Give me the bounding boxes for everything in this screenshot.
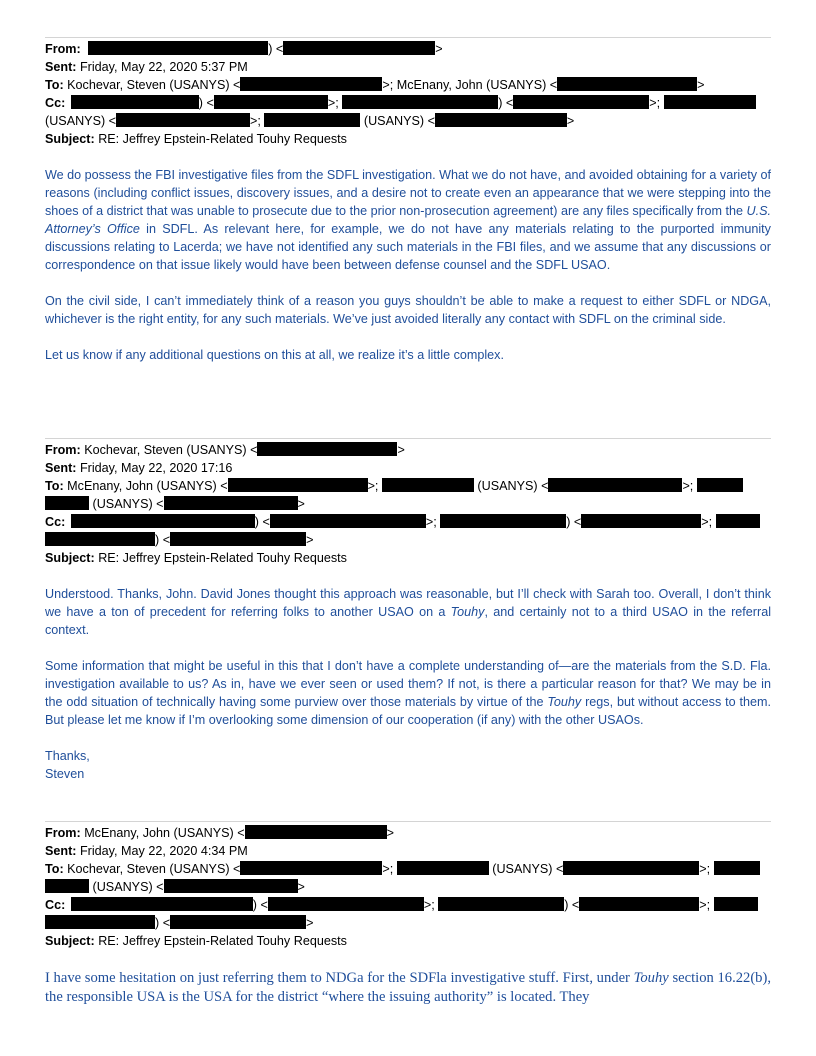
redaction	[440, 514, 566, 528]
from-line: From: Kochevar, Steven (USANYS) < >	[45, 443, 405, 457]
redaction	[164, 879, 298, 893]
redaction	[342, 95, 498, 109]
redaction	[714, 861, 760, 875]
sent-line: Sent: Friday, May 22, 2020 17:16	[45, 461, 233, 475]
redaction	[45, 879, 89, 893]
email-body-2	[45, 585, 771, 783]
redaction	[563, 861, 699, 875]
from-line: From: McEnany, John (USANYS) < >	[45, 826, 394, 840]
redaction	[513, 95, 649, 109]
redaction	[264, 113, 360, 127]
redaction	[664, 95, 756, 109]
paragraph: Some information that might be useful in this that I don’t have a complete understanding of—are the materials from the S.D. Fla. investigation available to us? As in, have we ever seen or used them? If not, is there a particular reason for that? We may be in the odd situation of technically having some purview over those materials by virtue of the Touhy regs, but without access to them. But please let me know if I’m overlooking some dimension of our cooperation (if any) with the other USAOs.	[45, 659, 771, 727]
to-line: To: McEnany, John (USANYS) < >; (USANYS) < >;	[45, 477, 771, 495]
redaction	[214, 95, 328, 109]
redaction	[240, 77, 382, 91]
email-header-1	[45, 40, 771, 148]
sent-line: Sent: Friday, May 22, 2020 4:34 PM	[45, 844, 248, 858]
redaction	[71, 897, 253, 911]
to-line: To: Kochevar, Steven (USANYS) < >; (USANYS) < >;	[45, 860, 771, 878]
redaction	[71, 514, 255, 528]
from-line: From: ) < >	[45, 42, 443, 56]
subject-line: Subject: RE: Jeffrey Epstein-Related Touhy Requests	[45, 551, 347, 565]
cc-line: Cc: ) < >; ) < >;	[45, 513, 771, 531]
cc-line: Cc: ) < >; ) < >;	[45, 896, 771, 914]
redaction	[88, 41, 268, 55]
redaction	[116, 113, 250, 127]
divider	[45, 821, 771, 822]
email-body-1	[45, 166, 771, 364]
signature: Steven	[45, 767, 85, 781]
redaction	[270, 514, 426, 528]
to-line: To: Kochevar, Steven (USANYS) < >; McEnany, John (USANYS) < >	[45, 78, 705, 92]
redaction	[579, 897, 699, 911]
redaction	[716, 514, 760, 528]
paragraph: We do possess the FBI investigative files from the SDFL investigation. What we do not have, and avoided obtaining for a variety of reasons (including conflict issues, discovery issues, and a desire not to create even an appearance that we were stepping into the shoes of a district that was unable to prosecute due to the prior non-prosecution agreement) are any files specifically from the U.S. Attorney’s Office in SDFL. As relevant here, for example, we do not have any materials relating to the purported immunity discussions relating to Lacerda; we have not identified any such materials in the FBI files, and we assume that any discussions or correspondence on that issue likely would have been between defense counsel and the SDFL USAO.	[45, 168, 771, 272]
sent-line: Sent: Friday, May 22, 2020 5:37 PM	[45, 60, 248, 74]
redaction	[283, 41, 435, 55]
paragraph: Understood. Thanks, John. David Jones thought this approach was reasonable, but I’ll check with Sarah too. Overall, I don’t think we have a ton of precedent for referring folks to another USAO on a Touhy, and certainly not to a third USAO in the referral context.	[45, 587, 771, 637]
divider	[45, 37, 771, 38]
redaction	[697, 478, 743, 492]
redaction	[71, 95, 199, 109]
signoff: Thanks,	[45, 749, 90, 763]
paragraph: I have some hesitation on just referring them to NDGa for the SDFla investigative stuff. First, under Touhy section 16.22(b), the responsible USA is the USA for the district “where the issuing authority” is located. They	[45, 970, 771, 1005]
subject-line: Subject: RE: Jeffrey Epstein-Related Touhy Requests	[45, 934, 347, 948]
redaction	[228, 478, 368, 492]
redaction	[45, 915, 155, 929]
redaction	[581, 514, 701, 528]
cc-line: Cc: ) < >; ) < >;	[45, 94, 771, 112]
redaction	[397, 861, 489, 875]
to-line-2: (USANYS) < >	[45, 878, 771, 896]
redaction	[557, 77, 697, 91]
redaction	[714, 897, 758, 911]
redaction	[240, 861, 382, 875]
to-line-2: (USANYS) < >	[45, 495, 771, 513]
redaction	[245, 825, 387, 839]
redaction	[164, 496, 298, 510]
paragraph: On the civil side, I can’t immediately think of a reason you guys shouldn’t be able to make a request to either SDFL or NDGA, whichever is the right entity, for any such materials. We’ve just avoided literally any contact with SDFL on the criminal side.	[45, 294, 771, 326]
redaction	[382, 478, 474, 492]
redaction	[435, 113, 567, 127]
redaction	[170, 915, 306, 929]
email-header-2	[45, 441, 771, 567]
redaction	[257, 442, 397, 456]
paragraph: Let us know if any additional questions on this at all, we realize it’s a little complex.	[45, 348, 504, 362]
redaction	[45, 532, 155, 546]
cc-line-2: (USANYS) < >; (USANYS) < >	[45, 114, 575, 128]
cc-line-2: ) < >	[45, 914, 771, 932]
redaction	[45, 496, 89, 510]
redaction	[170, 532, 306, 546]
email-header-3	[45, 824, 771, 950]
email-body-3	[45, 969, 771, 1007]
cc-line-2: ) < >	[45, 531, 771, 549]
subject-line: Subject: RE: Jeffrey Epstein-Related Touhy Requests	[45, 132, 347, 146]
redaction	[548, 478, 682, 492]
redaction	[438, 897, 564, 911]
redaction	[268, 897, 424, 911]
divider	[45, 438, 771, 439]
